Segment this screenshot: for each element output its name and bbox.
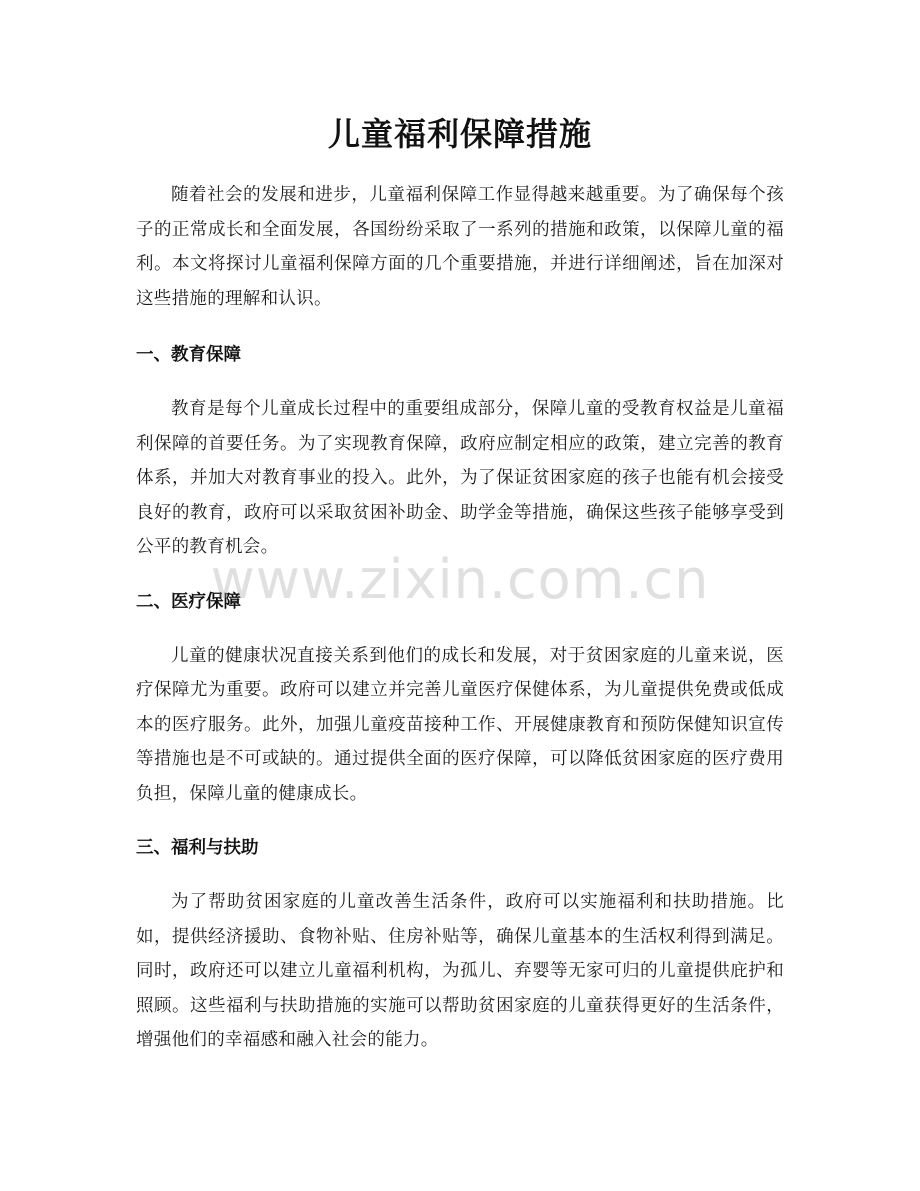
section-heading-education: 一、教育保障 — [136, 345, 241, 365]
section-body-medical: 儿童的健康状况直接关系到他们的成长和发展，对于贫困家庭的儿童来说，医疗保障尤为重要。政府可以建立并完善儿童医疗保健体系，为儿童提供免费或低成本的医疗服务。此外，加强儿童疫苗接种工作、开展健康教育和预防保健知识宣传等措施也是不可或缺的。通过提供全面的医疗保障，可以降低贫困家庭的医疗费用负担，保障儿童的健康成长。 — [136, 645, 784, 804]
intro-paragraph: 随着社会的发展和进步，儿童福利保障工作显得越来越重要。为了确保每个孩子的正常成长和全面发展，各国纷纷采取了一系列的措施和政策，以保障儿童的福利。本文将探讨儿童福利保障方面的几个重要措施，并进行详细阐述，旨在加深对这些措施的理解和认识。 — [136, 185, 784, 309]
section-heading-welfare: 三、福利与扶助 — [136, 838, 259, 858]
section-body-welfare: 为了帮助贫困家庭的儿童改善生活条件，政府可以实施福利和扶助措施。比如，提供经济援助、食物补贴、住房补贴等，确保儿童基本的生活权利得到满足。同时，政府还可以建立儿童福利机构，为孤儿、弃婴等无家可归的儿童提供庇护和照顾。这些福利与扶助措施的实施可以帮助贫困家庭的儿童获得更好的生活条件，增强他们的幸福感和融入社会的能力。 — [136, 892, 784, 1050]
section-heading-medical: 二、医疗保障 — [136, 591, 241, 612]
document-title: 儿童福利保障措施 — [327, 115, 592, 153]
section-body-education: 教育是每个儿童成长过程中的重要组成部分，保障儿童的受教育权益是儿童福利保障的首要任务。为了实现教育保障，政府应制定相应的政策，建立完善的教育体系，并加大对教育事业的投入。此外，为了保证贫困家庭的孩子也能有机会接受良好的教育，政府可以采取贫困补助金、助学金等措施，确保这些孩子能够享受到公平的教育机会。 — [136, 399, 784, 557]
watermark: www.zixin.com.cn — [210, 548, 710, 611]
